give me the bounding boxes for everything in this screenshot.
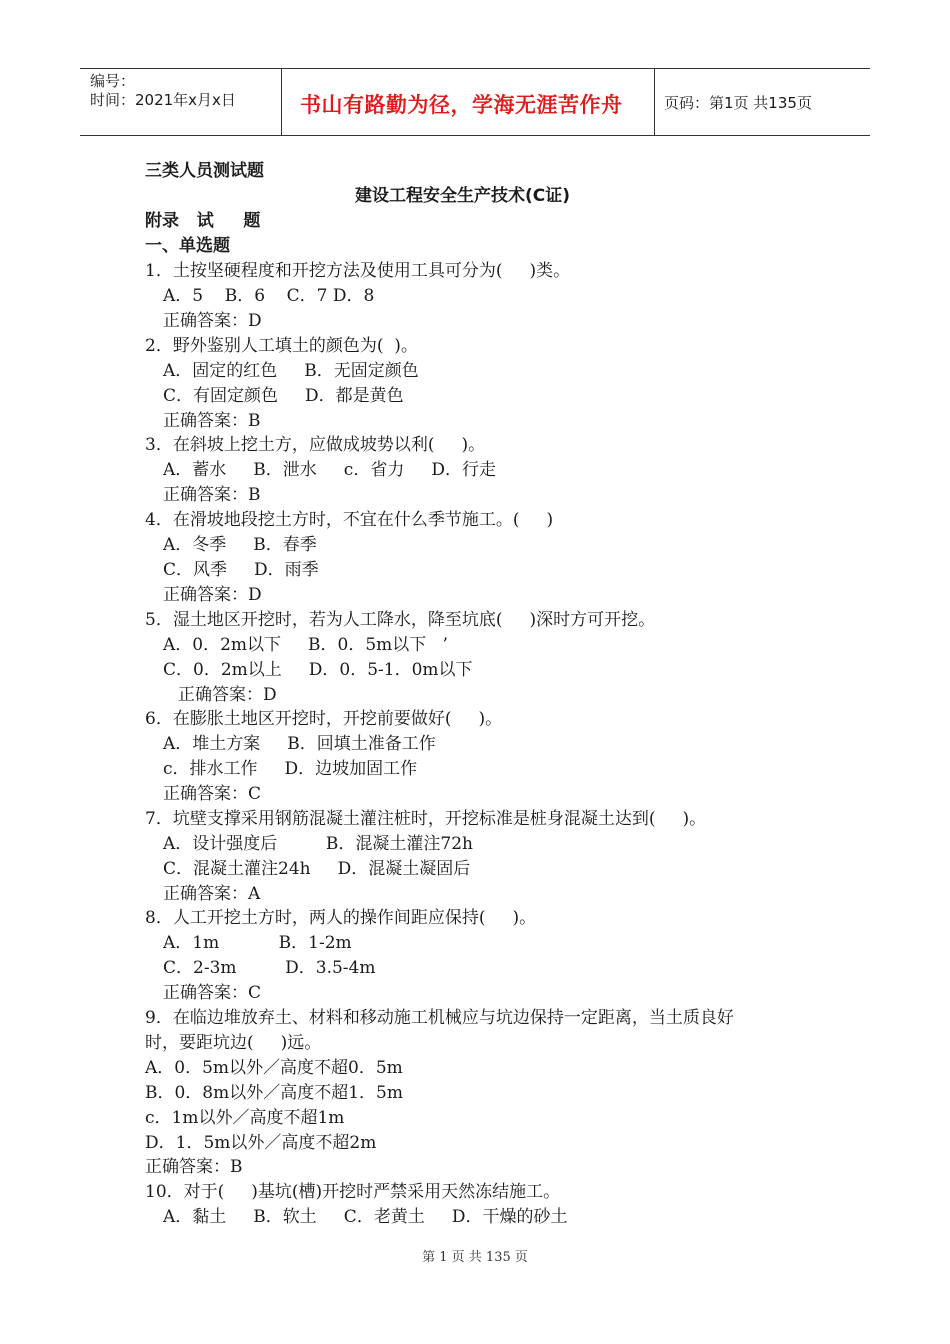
question-answer: 正确答案：C bbox=[163, 983, 262, 1003]
question-options: A．1m B．1-2m bbox=[163, 933, 352, 953]
question-stem: 5．湿土地区开挖时，若为人工降水，降至坑底( )深时方可开挖。 bbox=[145, 610, 656, 630]
header-bottom-rule bbox=[80, 135, 870, 136]
question-options: C．有固定颜色 D．都是黄色 bbox=[163, 386, 404, 406]
question-answer: 正确答案：B bbox=[163, 485, 261, 505]
question-options: C．风季 D．雨季 bbox=[163, 560, 319, 580]
question-stem: 9．在临边堆放弃土、材料和移动施工机械应与坑边保持一定距离，当土质良好 bbox=[145, 1008, 734, 1028]
question-stem: 8．人工开挖土方时，两人的操作间距应保持( )。 bbox=[145, 908, 537, 928]
question-options: D．1．5m以外／高度不超2m bbox=[145, 1133, 377, 1153]
question-options: C．2-3m D．3.5-4m bbox=[163, 958, 376, 978]
question-answer: 正确答案：B bbox=[145, 1157, 243, 1177]
appendix-heading: 附录 试 题 bbox=[145, 211, 261, 231]
question-answer: 正确答案：D bbox=[178, 685, 277, 705]
page-footer: 第 1 页 共 135 页 bbox=[422, 1250, 528, 1265]
question-answer: 正确答案：A bbox=[163, 884, 261, 904]
question-options: B．0．8m以外／高度不超1．5m bbox=[145, 1083, 403, 1103]
question-stem: 1．土按坚硬程度和开挖方法及使用工具可分为( )类。 bbox=[145, 261, 571, 281]
question-options: c．1m以外／高度不超1m bbox=[145, 1108, 345, 1128]
question-stem: 4．在滑坡地段挖土方时，不宜在什么季节施工。( ) bbox=[145, 510, 554, 530]
question-answer: 正确答案：C bbox=[163, 784, 262, 804]
question-options: A．蓄水 B．泄水 c．省力 D．行走 bbox=[163, 460, 496, 480]
document-title: 建设工程安全生产技术(C证) bbox=[355, 186, 571, 206]
header-top-rule bbox=[80, 68, 870, 69]
question-options: A．0．2m以下 B．0．5m以下 ’ bbox=[163, 635, 448, 655]
header-divider-left bbox=[281, 68, 282, 136]
question-answer: 正确答案：D bbox=[163, 311, 262, 331]
serial-label: 编号： bbox=[90, 72, 136, 90]
question-stem: 3．在斜坡上挖土方，应做成坡势以利( )。 bbox=[145, 435, 486, 455]
question-answer: 正确答案：B bbox=[163, 411, 261, 431]
question-stem: 6．在膨胀土地区开挖时，开挖前要做好( )。 bbox=[145, 709, 503, 729]
question-stem: 2．野外鉴别人工填土的颜色为( )。 bbox=[145, 336, 418, 356]
time-label: 时间：2021年x月x日 bbox=[90, 91, 236, 109]
question-options: A．固定的红色 B．无固定颜色 bbox=[163, 361, 419, 381]
page-info: 页码：第1页 共135页 bbox=[664, 94, 812, 112]
question-options: A．冬季 B．春季 bbox=[163, 535, 317, 555]
question-options: c．排水工作 D．边坡加固工作 bbox=[163, 759, 418, 779]
document-category: 三类人员测试题 bbox=[145, 161, 264, 181]
section-heading: 一、单选题 bbox=[145, 236, 230, 256]
question-options: A．黏土 B．软土 C．老黄土 D．干燥的砂土 bbox=[163, 1207, 568, 1227]
question-stem: 10．对于( )基坑(槽)开挖时严禁采用天然冻结施工。 bbox=[145, 1182, 561, 1202]
header-divider-right bbox=[654, 68, 655, 136]
question-options: A．设计强度后 B．混凝土灌注72h bbox=[163, 834, 473, 854]
question-options: C．0．2m以上 D．0．5-1．0m以下 bbox=[163, 660, 473, 680]
header-motto: 书山有路勤为径，学海无涯苦作舟 bbox=[300, 93, 623, 117]
question-options: A．堆土方案 B．回填土准备工作 bbox=[163, 734, 436, 754]
question-answer: 正确答案：D bbox=[163, 585, 262, 605]
question-stem-continued: 时，要距坑边( )远。 bbox=[145, 1033, 322, 1053]
question-options: A．0．5m以外／高度不超0．5m bbox=[145, 1058, 403, 1078]
question-options: A．5 B．6 C．7 D．8 bbox=[163, 286, 375, 306]
question-stem: 7．坑壁支撑采用钢筋混凝土灌注桩时，开挖标准是桩身混凝土达到( )。 bbox=[145, 809, 707, 829]
question-options: C．混凝土灌注24h D．混凝土凝固后 bbox=[163, 859, 471, 879]
